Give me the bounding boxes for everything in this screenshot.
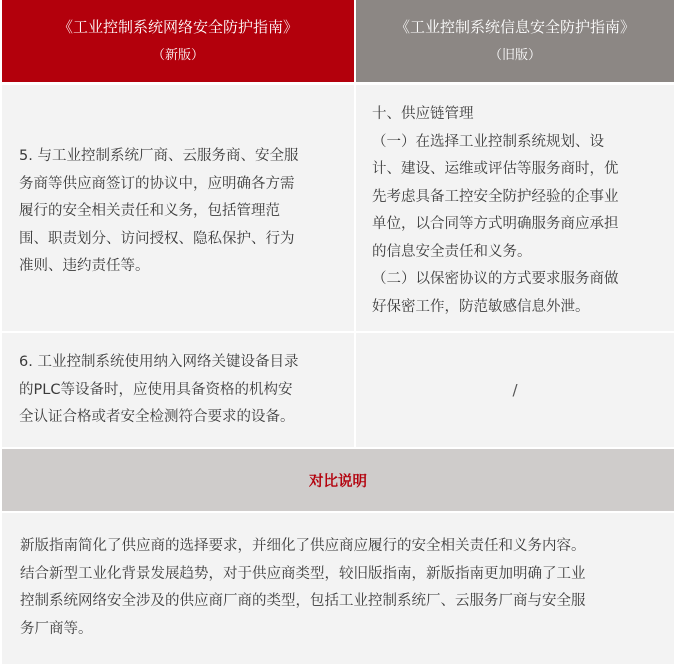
row-1-old-text (372, 101, 619, 321)
text-line: 履行的安全相关责任和义务，包括管理范 (19, 203, 280, 219)
empty-slash: / (512, 381, 518, 399)
text-line: 6. 工业控制系统使用纳入网络关键设备目录 (19, 354, 299, 370)
row-2-new-cell (2, 333, 354, 447)
text-line: 计、建设、运维或评估等服务商时，优 (372, 161, 619, 177)
text-line: 务商等供应商签订的协议中，应明确各方需 (19, 175, 295, 192)
header-old-subtitle: （旧版） (488, 48, 541, 63)
header-old-version (356, 0, 674, 82)
text-line: 先考虑具备工控安全防护经验的企事业 (372, 188, 619, 205)
text-line: 新版指南简化了供应商的选择要求，并细化了供应商应履行的安全相关责任和义务内容。 (20, 538, 586, 554)
text-line: 的PLC等设备时，应使用具备资格的机构安 (19, 381, 293, 398)
text-line: 控制系统网络安全涉及的供应商厂商的类型，包括工业控制系统厂、云服务厂商与安全服 (20, 593, 586, 609)
header-new-subtitle: （新版） (151, 48, 204, 63)
text-line: （一）在选择工业控制系统规划、设 (372, 133, 604, 150)
row-1-new-text (19, 143, 298, 281)
row-1-new-cell (2, 85, 354, 331)
comparison-text (20, 533, 586, 643)
text-line: 5. 与工业控制系统厂商、云服务商、安全服 (19, 148, 299, 164)
comparison-header (2, 449, 674, 511)
comparison-title: 对比说明 (309, 474, 367, 490)
row-2-old-cell (356, 333, 674, 447)
text-line: 的信息安全责任和义务。 (372, 243, 532, 260)
text-line: 围、职责划分、访问授权、隐私保护、行为 (19, 230, 295, 247)
header-old-title: 《工业控制系统信息安全防护指南》 (394, 18, 635, 36)
text-line: 准则、违约责任等。 (19, 258, 150, 274)
text-line: 务厂商等。 (20, 620, 93, 637)
text-line: 全认证合格或者安全检测符合要求的设备。 (19, 409, 295, 425)
row-1-old-cell (356, 85, 674, 331)
text-line: （二）以保密协议的方式要求服务商做 (372, 271, 619, 287)
comparison-body (2, 513, 674, 664)
text-line: 单位，以合同等方式明确服务商应承担 (372, 216, 619, 232)
row-2-new-text (19, 349, 298, 432)
text-line: 好保密工作，防范敏感信息外泄。 (372, 298, 590, 315)
header-new-version (2, 0, 354, 82)
header-new-title: 《工业控制系统网络安全防护指南》 (57, 18, 298, 36)
text-line: 十、供应链管理 (372, 106, 474, 122)
text-line: 结合新型工业化背景发展趋势，对于供应商类型，较旧版指南，新版指南更加明确了工业 (20, 565, 586, 582)
